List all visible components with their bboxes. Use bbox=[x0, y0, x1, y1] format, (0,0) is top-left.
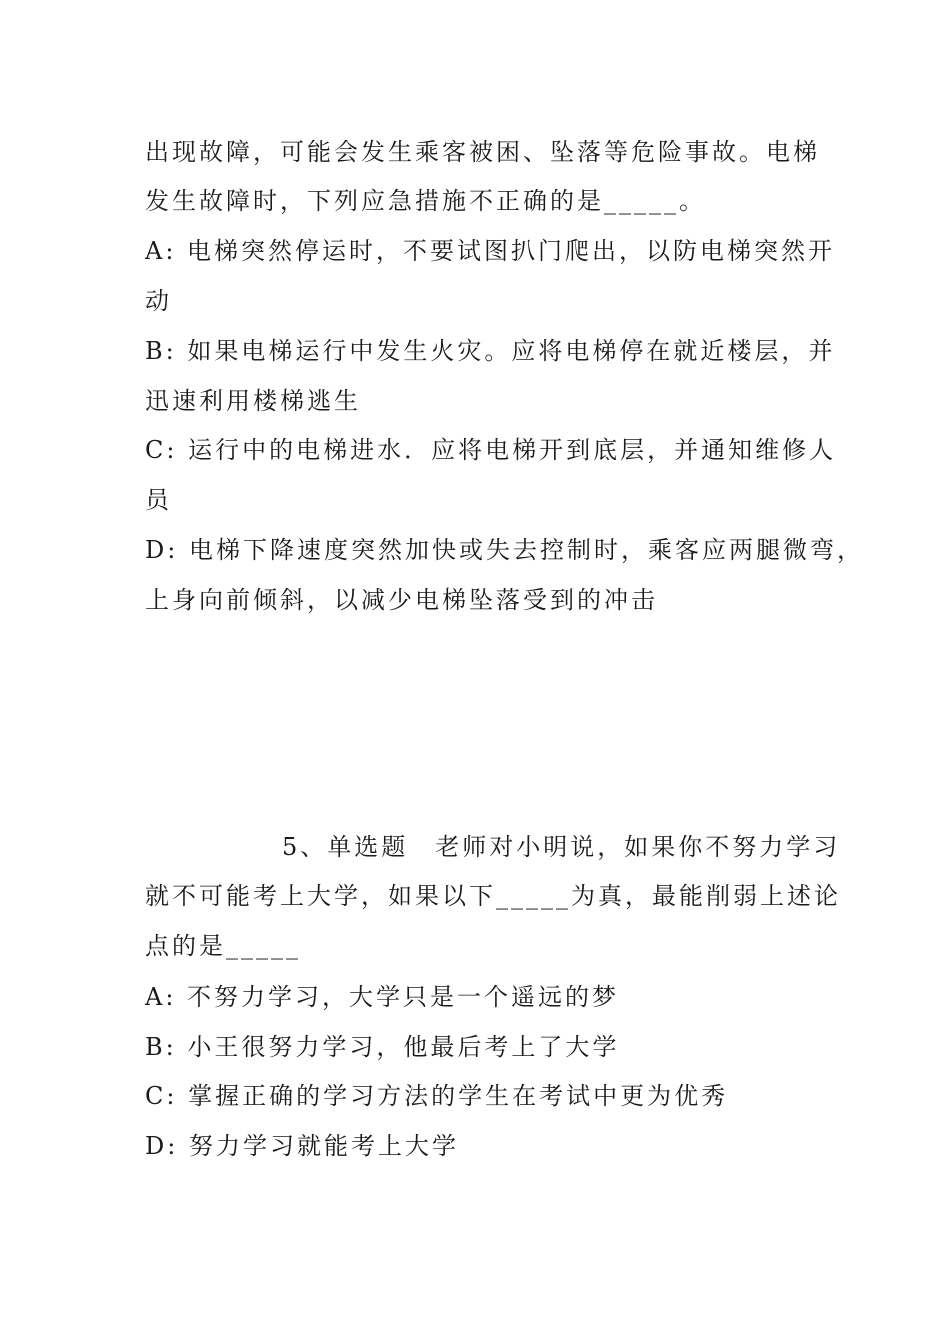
q5-option-c: C: 掌握正确的学习方法的学生在考试中更为优秀 bbox=[145, 1082, 729, 1110]
q4-stem-line-1: 出现故障，可能会发生乘客被困、坠落等危险事故。电梯 bbox=[145, 138, 820, 166]
q5-stem-line-1: 就不可能考上大学，如果以下_____为真，最能削弱上述论 bbox=[145, 882, 841, 910]
q4-option-c-line-2: 员 bbox=[145, 486, 172, 514]
q4-option-b-line-1: B: 如果电梯运行中发生火灾。应将电梯停在就近楼层，并 bbox=[145, 337, 836, 365]
q4-option-a-line-2: 动 bbox=[145, 287, 172, 315]
q4-option-a-line-1: A: 电梯突然停运时，不要试图扒门爬出，以防电梯突然开 bbox=[145, 237, 836, 265]
q4-option-d-line-2: 上身向前倾斜，以减少电梯坠落受到的冲击 bbox=[145, 586, 658, 614]
q4-option-d-line-1: D: 电梯下降速度突然加快或失去控制时，乘客应两腿微弯， bbox=[145, 536, 864, 564]
q5-option-b: B: 小王很努力学习，他最后考上了大学 bbox=[145, 1033, 620, 1061]
q4-option-c-line-1: C: 运行中的电梯进水．应将电梯开到底层，并通知维修人 bbox=[145, 436, 837, 464]
q4-stem-line-2: 发生故障时，下列应急措施不正确的是_____。 bbox=[145, 187, 706, 215]
q5-option-d: D: 努力学习就能考上大学 bbox=[145, 1132, 459, 1160]
q5-option-a: A: 不努力学习，大学只是一个遥远的梦 bbox=[145, 983, 620, 1011]
q5-stem-line-2: 点的是_____ bbox=[145, 932, 301, 960]
q4-option-b-line-2: 迅速利用楼梯逃生 bbox=[145, 387, 361, 415]
q5-header: 5、单选题 老师对小明说，如果你不努力学习 bbox=[282, 833, 841, 861]
